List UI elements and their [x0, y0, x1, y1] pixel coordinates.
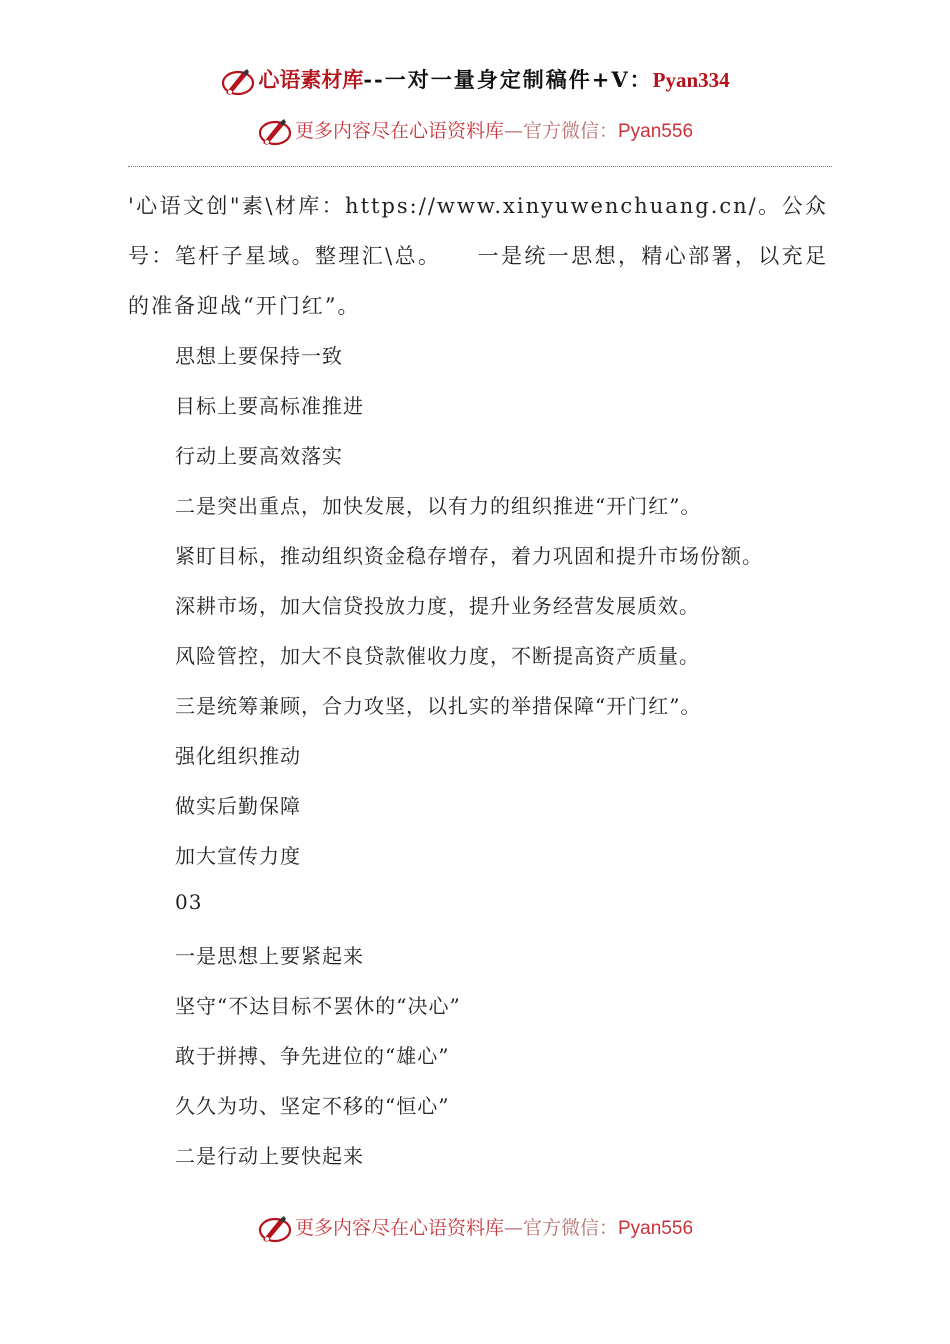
footer-wechat: Pyan556	[618, 1218, 694, 1239]
body-line: 一是思想上要紧起来	[175, 944, 364, 968]
pen-logo-icon	[257, 117, 293, 147]
header-divider	[128, 166, 832, 167]
body-line: 做实后勤保障	[175, 794, 301, 818]
body-line: 紧盯目标，推动组织资金稳存增存，着力巩固和提升市场份额。	[175, 544, 763, 568]
body-line: 行动上要高效落实	[175, 444, 343, 468]
body-line: 深耕市场，加大信贷投放力度，提升业务经营发展质效。	[175, 594, 700, 618]
sub-header-wechat: Pyan556	[618, 121, 694, 142]
body-line: 强化组织推动	[175, 744, 301, 768]
pen-logo-icon	[257, 1214, 293, 1244]
footer-label: —官方微信：	[503, 1217, 618, 1239]
body-line: 三是统筹兼顾，合力攻坚，以扎实的举措保障“开门红”。	[175, 694, 702, 718]
sub-header-watermark	[0, 116, 950, 147]
brand-slogan: 一对一量身定制稿件	[384, 67, 592, 92]
brand-separator: --	[363, 67, 385, 92]
body-line: 目标上要高标准推进	[175, 394, 364, 418]
intro-paragraph: '心语文创"素\材库：https://www.xinyuwenchuang.cn/。公众号：笔杆子星域。整理汇\总。 一是统一思想，精心部署，以充足的准备迎战“开门红”。	[128, 194, 828, 318]
body-line: 坚守“不达目标不罢休的“决心”	[175, 994, 461, 1018]
body-line: 思想上要保持一致	[175, 344, 343, 368]
contact-prefix: +V：	[591, 67, 653, 92]
brand-name: 心语素材库	[258, 67, 364, 92]
body-line: 风险管控，加大不良贷款催收力度，不断提高资产质量。	[175, 644, 700, 668]
section-number: 03	[175, 890, 203, 914]
footer-text: 更多内容尽在心语资料库	[294, 1217, 504, 1239]
sub-header-label: —官方微信：	[503, 120, 618, 142]
body-line: 二是行动上要快起来	[175, 1144, 364, 1168]
body-line: 敢于拼搏、争先进位的“雄心”	[175, 1044, 450, 1068]
body-line: 久久为功、坚定不移的“恒心”	[175, 1094, 450, 1118]
footer-watermark	[0, 1213, 950, 1244]
contact-id: Pyan334	[652, 68, 730, 92]
sub-header-text: 更多内容尽在心语资料库	[294, 120, 504, 142]
document-header	[0, 64, 950, 97]
body-line: 加大宣传力度	[175, 844, 301, 868]
body-line: 二是突出重点，加快发展，以有力的组织推进“开门红”。	[175, 494, 702, 518]
pen-logo-icon	[220, 67, 256, 97]
